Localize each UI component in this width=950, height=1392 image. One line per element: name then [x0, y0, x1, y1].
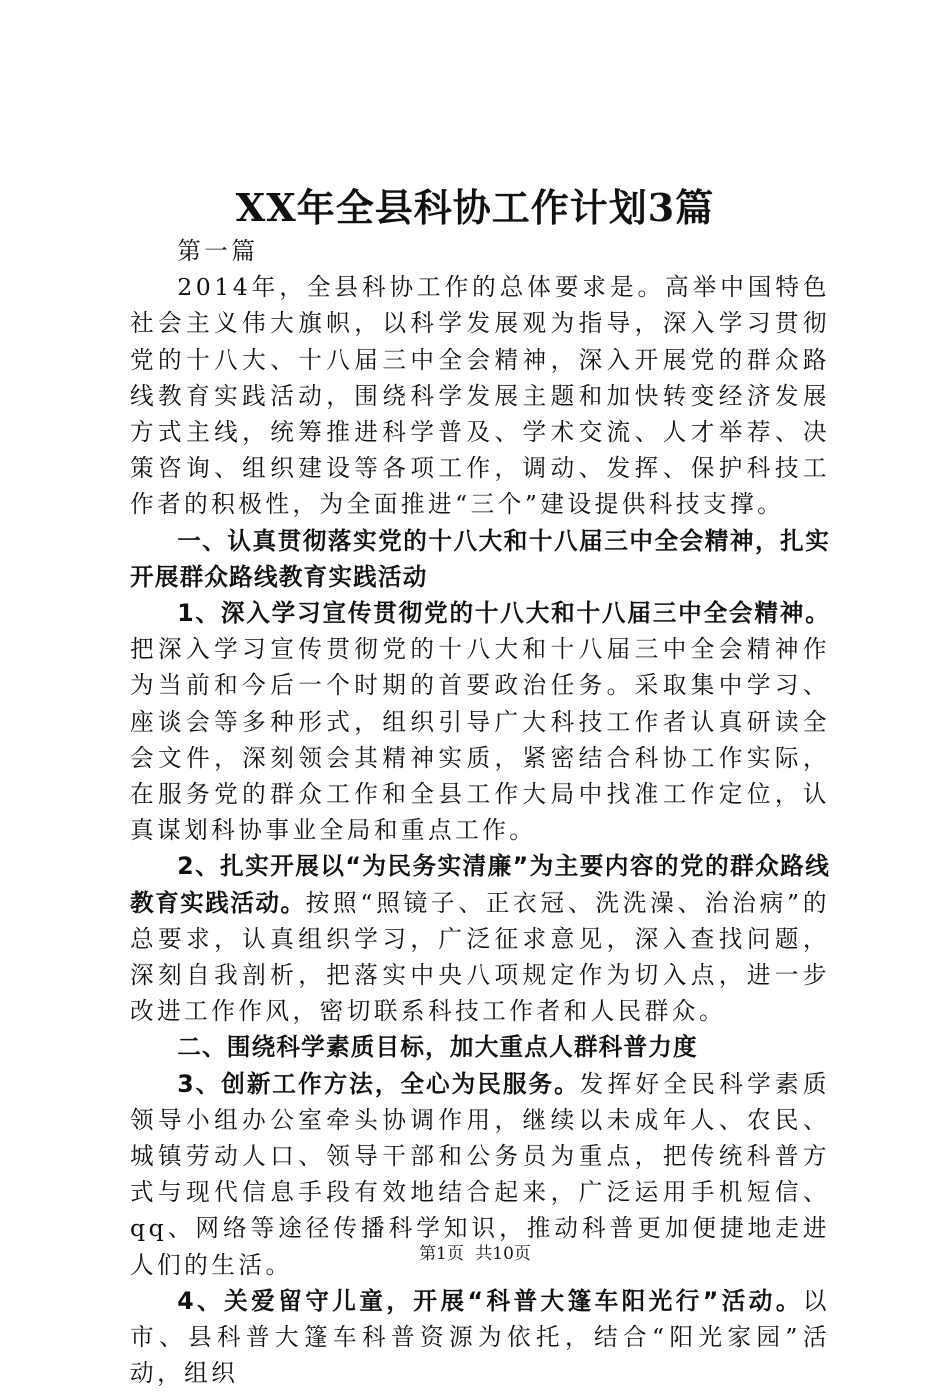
intro-paragraph: 2014年，全县科协工作的总体要求是。高举中国特色社会主义伟大旗帜，以科学发展观为指导，深入学习贯彻党的十八大、十八届三中全会精神，深入开展党的群众路线教育实践活动，围绕科学发展主题和加快转变经济发展方式主线，统筹推进科学普及、学术交流、人才举荐、决策咨询、组织建设等各项工作，调动、发挥、保护科技工作者的积极性，为全面推进“三个”建设提供科技支撑。: [130, 273, 830, 519]
page-total: 共10页: [475, 1244, 531, 1264]
item-3-text: 发挥好全民科学素质领导小组办公室牵头协调作用，继续以未成年人、农民、城镇劳动人口、领导干部和公务员为重点，把传统科普方式与现代信息手段有效地结合起来，广泛运用手机短信、qq、网络等途径传播科学知识，推动科普更加便捷地走进人们的生活。: [130, 1069, 830, 1279]
item-1-lead: 1、深入学习宣传贯彻党的十八大和十八届三中全会精神。: [177, 599, 830, 628]
section-heading-1: 一、认真贯彻落实党的十八大和十八届三中全会精神，扎实开展群众路线教育实践活动: [130, 526, 830, 591]
item-4-text: 以市、县科普大篷车科普资源为依托，结合“阳光家园”活动，组织: [130, 1286, 830, 1388]
page-number: 第1页: [419, 1244, 464, 1264]
item-3-lead: 3、创新工作方法，全心为民服务。: [177, 1069, 580, 1098]
page-footer: [0, 1242, 950, 1266]
section-heading-2: 二、围绕科学素质目标，加大重点人群科普力度: [177, 1033, 698, 1062]
item-1-paragraph: [130, 595, 830, 848]
item-4-lead: 4、关爱留守儿童，开展“科普大篷车阳光行”活动。: [177, 1286, 803, 1315]
document-title: XX年全县科协工作计划3篇: [235, 185, 715, 230]
item-1-text: 把深入学习宣传贯彻党的十八大和十八届三中全会精神作为当前和今后一个时期的首要政治任务。采取集中学习、座谈会等多种形式，组织引导广大科技工作者认真研读全会文件，深刻领会其精神实质，紧密结合科协工作实际，在服务党的群众工作和全县工作大局中找准工作定位，认真谋划科协事业全局和重点工作。: [130, 635, 830, 845]
item-4-paragraph: [130, 1283, 830, 1392]
document-body: [130, 233, 830, 1392]
item-2-text: 按照“照镜子、正衣冠、洗洗澡、治治病”的总要求，认真组织学习，广泛征求意见，深入查找问题，深刻自我剖析，把落实中央八项规定作为切入点，进一步改进工作作风，密切联系科技工作者和人民群众。: [130, 888, 830, 1026]
item-2-lead: 2、扎实开展以“为民务实清廉”为主要内容的党的群众路线教育实践活动。: [130, 852, 830, 917]
section-label: 第一篇: [177, 237, 259, 265]
item-2-paragraph: [130, 848, 830, 1029]
